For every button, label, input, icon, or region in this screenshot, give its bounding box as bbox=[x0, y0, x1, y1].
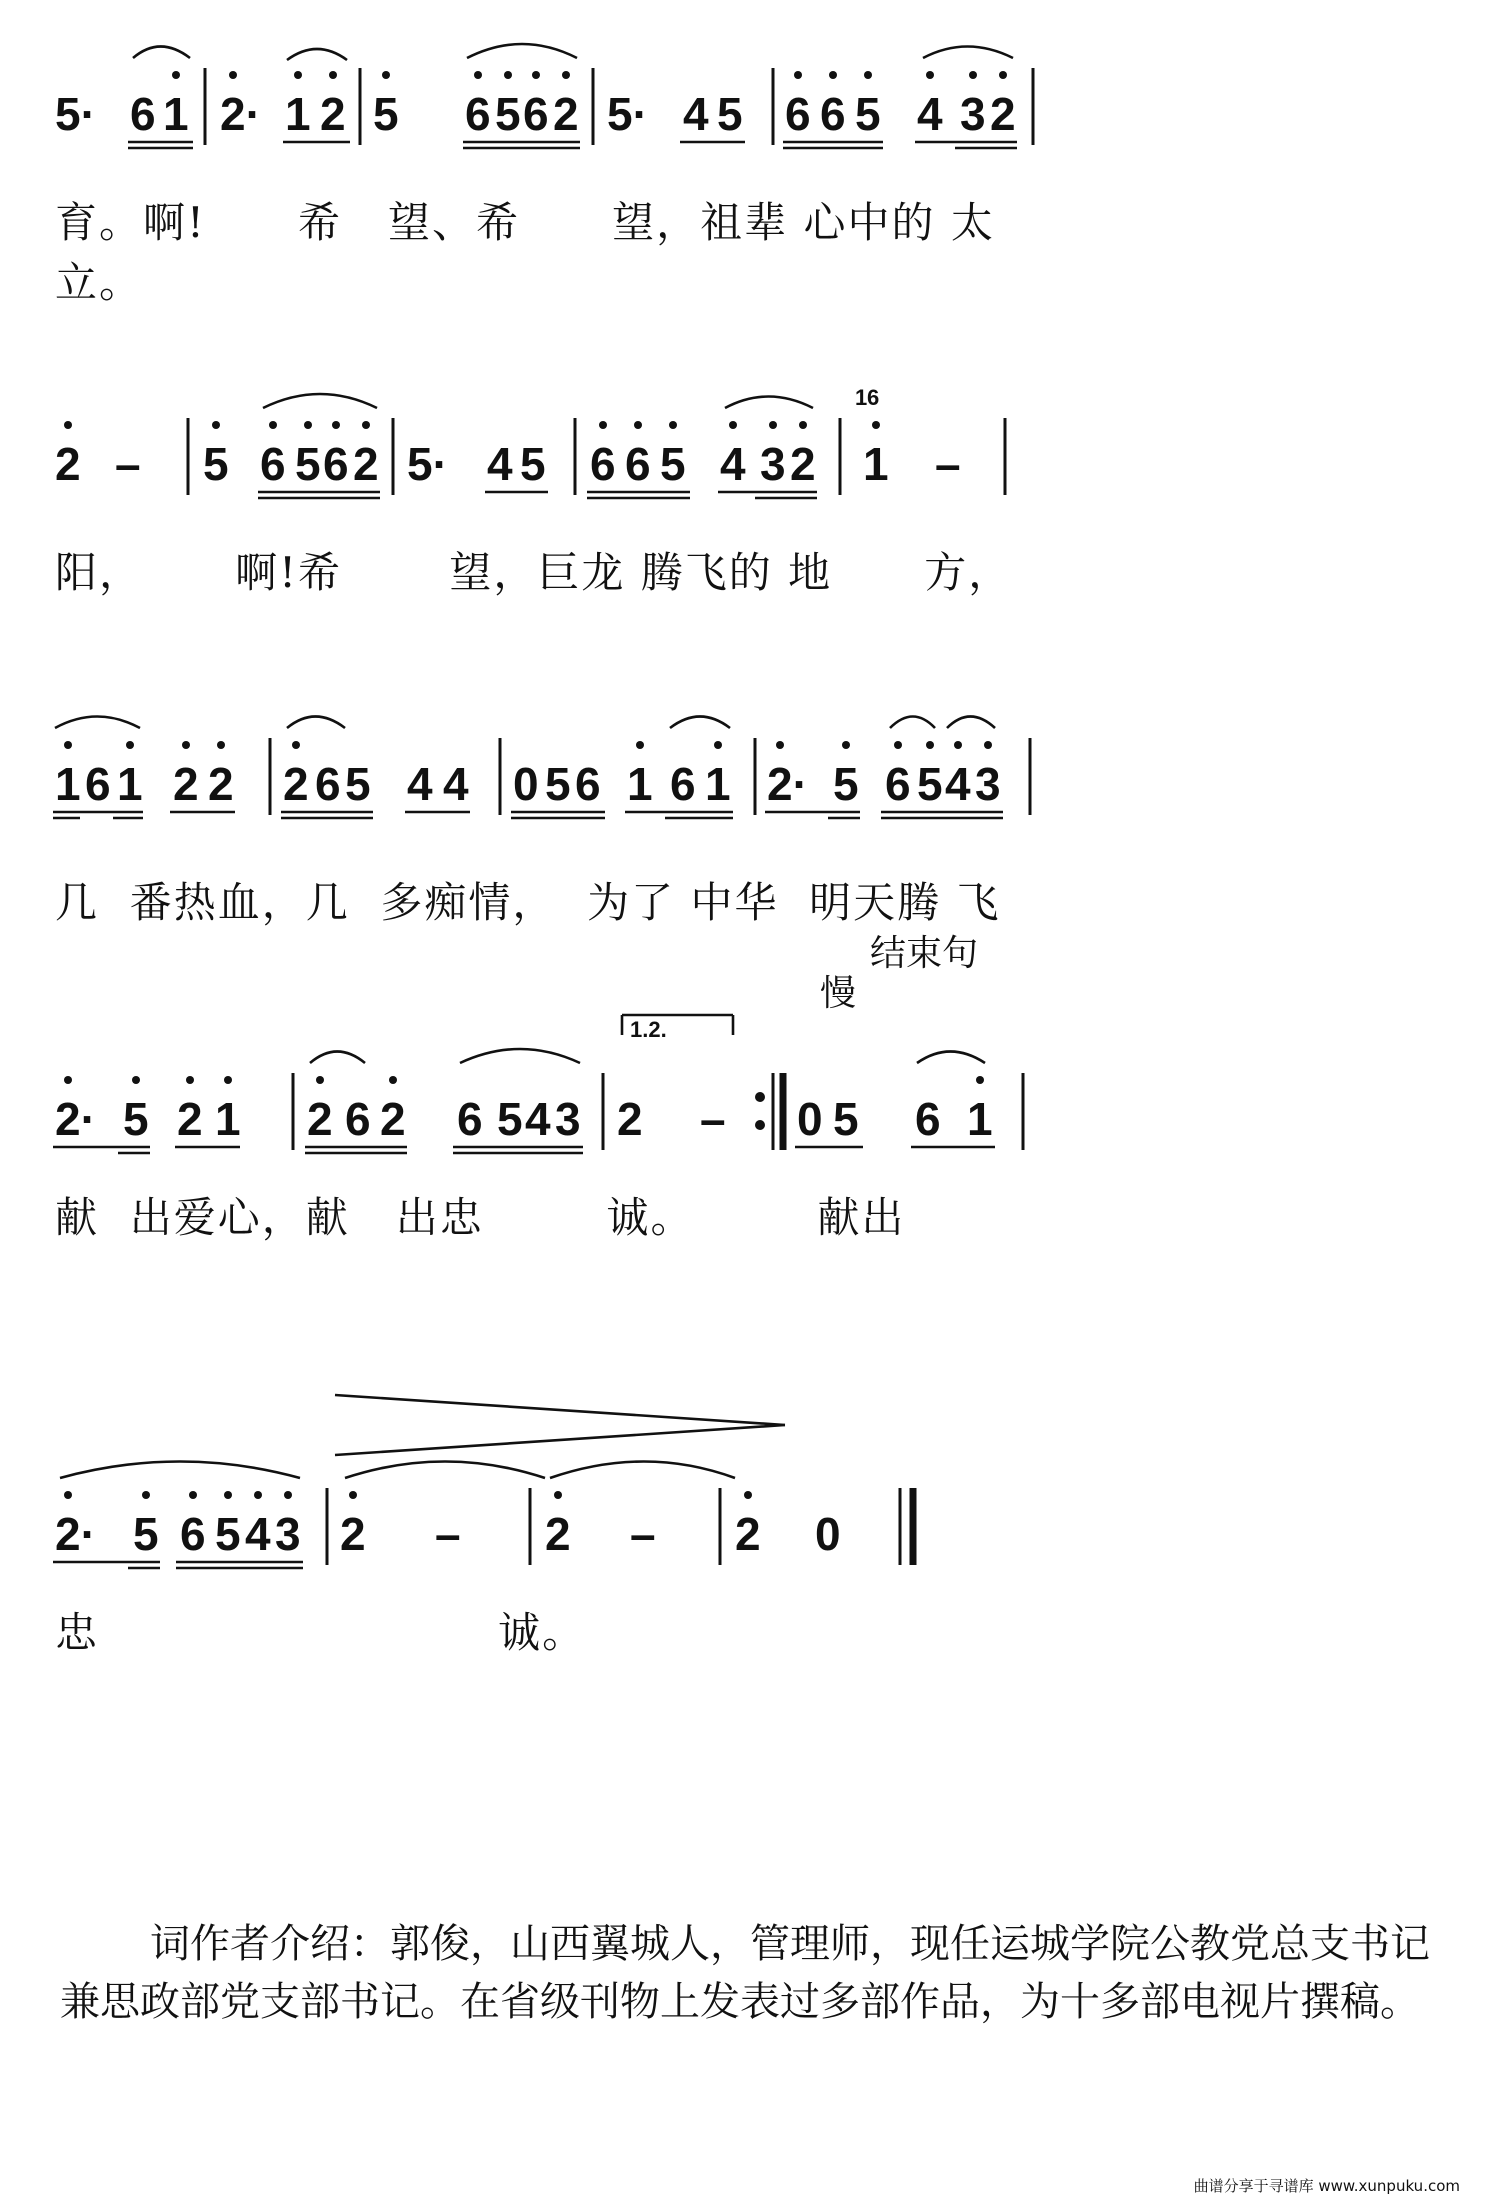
notation-svg-1 bbox=[55, 30, 1445, 180]
svg-text:4: 4 bbox=[525, 1093, 551, 1145]
notation-row-3 bbox=[55, 700, 1445, 850]
svg-text:6: 6 bbox=[323, 438, 349, 490]
svg-text:4: 4 bbox=[487, 438, 513, 490]
svg-text:4: 4 bbox=[720, 438, 746, 490]
svg-text:5: 5 bbox=[373, 88, 399, 140]
svg-text:1: 1 bbox=[285, 88, 311, 140]
svg-text:6: 6 bbox=[625, 438, 651, 490]
footer-credit: 曲谱分享于寻谱库 www.xunpuku.com bbox=[1193, 2177, 1460, 2195]
diminuendo-hairpin bbox=[335, 1395, 785, 1425]
svg-text:2: 2 bbox=[990, 88, 1016, 140]
svg-text:6: 6 bbox=[315, 758, 341, 810]
svg-text:0: 0 bbox=[815, 1508, 841, 1560]
svg-text:5: 5 bbox=[133, 1508, 159, 1560]
lyric-line: 阳， 啊!希 望，巨龙 腾飞的 地 方， bbox=[55, 548, 1013, 597]
notation-row-5 bbox=[55, 1450, 1445, 1600]
svg-text:5: 5 bbox=[833, 1093, 859, 1145]
svg-text:2: 2 bbox=[208, 758, 234, 810]
svg-text:6: 6 bbox=[575, 758, 601, 810]
svg-text:2: 2 bbox=[340, 1508, 366, 1560]
svg-text:2·: 2· bbox=[55, 1093, 96, 1145]
svg-text:5: 5 bbox=[660, 438, 686, 490]
svg-text:–: – bbox=[935, 438, 961, 490]
svg-text:1: 1 bbox=[705, 758, 731, 810]
svg-text:2·: 2· bbox=[55, 1508, 96, 1560]
svg-text:3: 3 bbox=[975, 758, 1001, 810]
notation-row-4 bbox=[55, 1017, 1445, 1185]
svg-text:6: 6 bbox=[457, 1093, 483, 1145]
lyricist-bio: 词作者介绍：郭俊，山西翼城人，管理师，现任运城学院公教党总支书记兼思政部党支部书记。在省级刊物上发表过多部作品，为十多部电视片撰稿。 bbox=[60, 1921, 1430, 2025]
svg-text:6: 6 bbox=[915, 1093, 941, 1145]
svg-text:4: 4 bbox=[245, 1508, 271, 1560]
svg-text:5: 5 bbox=[123, 1093, 149, 1145]
lyric-line: 育。啊! 希 望、希 望，祖辈 心中的 太 bbox=[55, 198, 995, 247]
svg-text:5·: 5· bbox=[55, 88, 96, 140]
svg-text:6: 6 bbox=[465, 88, 491, 140]
svg-text:6: 6 bbox=[785, 88, 811, 140]
svg-text:5·: 5· bbox=[607, 88, 648, 140]
svg-text:2: 2 bbox=[617, 1093, 643, 1145]
svg-text:–: – bbox=[630, 1508, 656, 1560]
svg-text:0: 0 bbox=[797, 1093, 823, 1145]
svg-text:6: 6 bbox=[260, 438, 286, 490]
lyric-line: 忠 诚。 bbox=[55, 1608, 587, 1657]
svg-text:2: 2 bbox=[553, 88, 579, 140]
svg-text:4: 4 bbox=[945, 758, 971, 810]
svg-text:5: 5 bbox=[520, 438, 546, 490]
svg-text:4: 4 bbox=[917, 88, 943, 140]
svg-text:2: 2 bbox=[790, 438, 816, 490]
svg-text:1: 1 bbox=[55, 758, 81, 810]
svg-text:6: 6 bbox=[180, 1508, 206, 1560]
svg-text:6: 6 bbox=[885, 758, 911, 810]
svg-text:5: 5 bbox=[345, 758, 371, 810]
svg-text:3: 3 bbox=[960, 88, 986, 140]
svg-text:6: 6 bbox=[590, 438, 616, 490]
svg-text:6: 6 bbox=[345, 1093, 371, 1145]
notation-svg-3 bbox=[55, 700, 1445, 850]
svg-text:2: 2 bbox=[380, 1093, 406, 1145]
svg-text:5: 5 bbox=[717, 88, 743, 140]
svg-text:6: 6 bbox=[670, 758, 696, 810]
svg-text:2: 2 bbox=[545, 1508, 571, 1560]
svg-text:2: 2 bbox=[55, 438, 81, 490]
ending-phrase-label: 结束句 bbox=[870, 933, 979, 974]
ending-bracket-label: 1.2. bbox=[630, 1017, 667, 1042]
svg-text:2: 2 bbox=[735, 1508, 761, 1560]
svg-text:6: 6 bbox=[85, 758, 111, 810]
notation-svg-4 bbox=[55, 1017, 1445, 1185]
svg-text:3: 3 bbox=[275, 1508, 301, 1560]
svg-text:2: 2 bbox=[320, 88, 346, 140]
svg-text:1: 1 bbox=[863, 438, 889, 490]
svg-text:2·: 2· bbox=[767, 758, 808, 810]
svg-text:1: 1 bbox=[855, 385, 868, 410]
svg-text:4: 4 bbox=[443, 758, 469, 810]
svg-text:1: 1 bbox=[627, 758, 653, 810]
svg-text:6: 6 bbox=[820, 88, 846, 140]
svg-text:2: 2 bbox=[173, 758, 199, 810]
lyric-line: 立。 bbox=[55, 258, 144, 307]
svg-text:4: 4 bbox=[683, 88, 709, 140]
svg-text:2: 2 bbox=[307, 1093, 333, 1145]
svg-text:2: 2 bbox=[177, 1093, 203, 1145]
svg-text:1: 1 bbox=[967, 1093, 993, 1145]
svg-text:5: 5 bbox=[855, 88, 881, 140]
svg-text:6: 6 bbox=[130, 88, 156, 140]
svg-text:5·: 5· bbox=[407, 438, 448, 490]
svg-text:5: 5 bbox=[295, 438, 321, 490]
svg-text:1: 1 bbox=[117, 758, 143, 810]
svg-text:2·: 2· bbox=[220, 88, 261, 140]
notation-svg-5 bbox=[55, 1450, 1445, 1600]
notation-row-1 bbox=[55, 30, 1445, 180]
svg-text:–: – bbox=[435, 1508, 461, 1560]
notation-row-2 bbox=[55, 380, 1445, 530]
svg-text:2: 2 bbox=[283, 758, 309, 810]
svg-text:–: – bbox=[700, 1093, 726, 1145]
svg-text:5: 5 bbox=[833, 758, 859, 810]
svg-text:5: 5 bbox=[917, 758, 943, 810]
svg-text:4: 4 bbox=[407, 758, 433, 810]
lyric-line: 几 番热血，几 多痴情， 为了 中华 明天腾 飞 bbox=[55, 878, 1001, 927]
lyric-line: 献 出爱心，献 出忠 诚。 献出 bbox=[55, 1193, 906, 1242]
svg-text:5: 5 bbox=[203, 438, 229, 490]
tempo-marking: 慢 bbox=[820, 973, 857, 1014]
svg-text:2: 2 bbox=[353, 438, 379, 490]
svg-text:6: 6 bbox=[867, 385, 880, 410]
svg-text:0: 0 bbox=[513, 758, 539, 810]
svg-text:–: – bbox=[115, 438, 141, 490]
svg-text:6: 6 bbox=[523, 88, 549, 140]
svg-text:1: 1 bbox=[215, 1093, 241, 1145]
svg-text:1: 1 bbox=[163, 88, 189, 140]
svg-text:3: 3 bbox=[555, 1093, 581, 1145]
svg-text:5: 5 bbox=[497, 1093, 523, 1145]
svg-text:5: 5 bbox=[215, 1508, 241, 1560]
svg-text:5: 5 bbox=[495, 88, 521, 140]
notation-svg-2 bbox=[55, 380, 1445, 530]
svg-text:5: 5 bbox=[545, 758, 571, 810]
svg-text:3: 3 bbox=[760, 438, 786, 490]
